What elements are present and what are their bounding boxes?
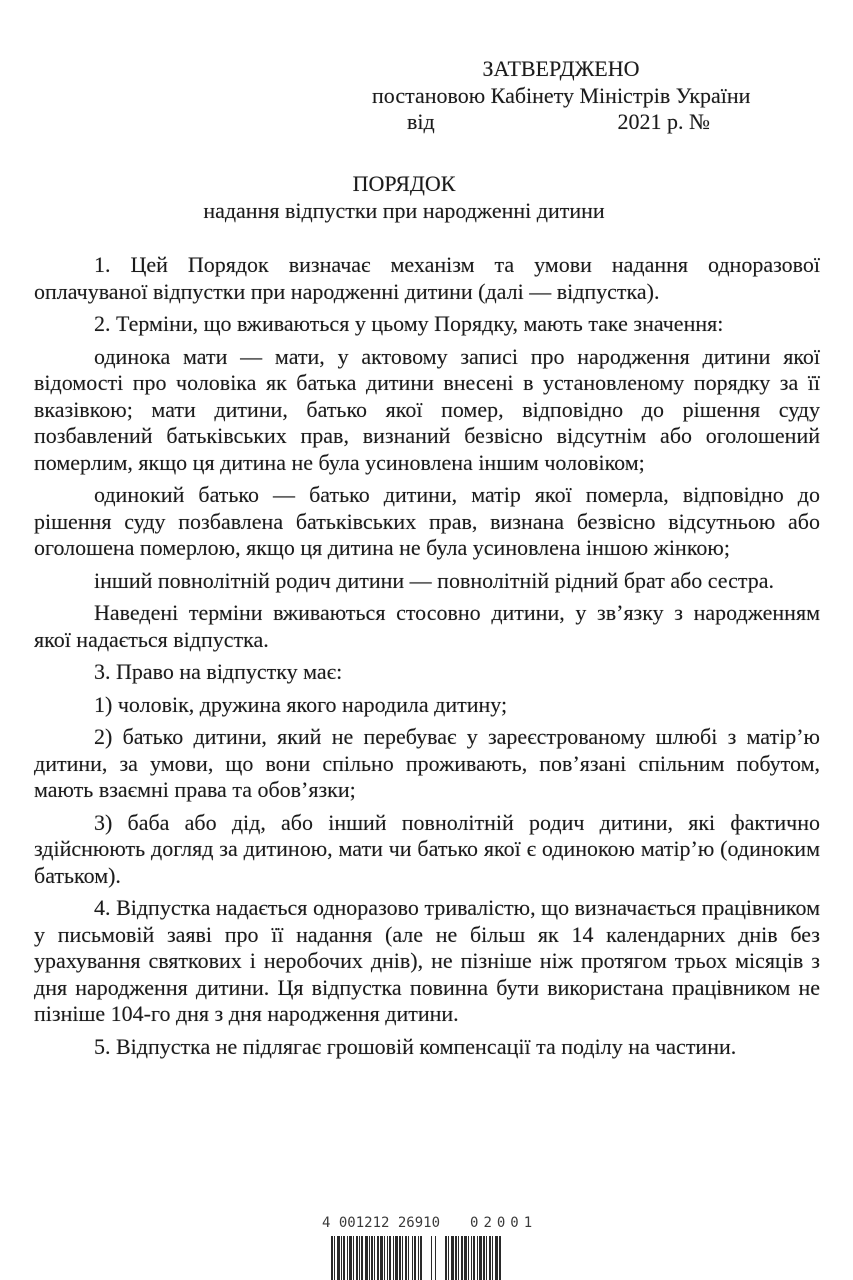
approval-year-number: 2021 р. №	[617, 109, 710, 134]
paragraph: 3) баба або дід, або інший повнолітній родич дитини, які фактично здійснюють догляд за дитиною, мати чи батько якої є одинокою матір’ю (одиноким батьком).	[34, 809, 820, 888]
paragraph: 4. Відпустка надається одноразово тривалістю, що визначається працівником у письмовій заяві про її надання (але не більш як 14 календарних днів без урахування святкових і неробочих днів), не пізніше ніж протягом трьох місяців з дня народження дитини. Ця відпустка повинна бути використана працівником не пізніше 104-го дня з дня народження дитини.	[34, 895, 820, 1026]
paragraph: 1. Цей Порядок визначає механізм та умови надання одноразової оплачуваної відпустки при народженні дитини (далі — відпустка).	[34, 252, 820, 304]
paragraph: 2. Терміни, що вживаються у цьому Порядку, мають таке значення:	[94, 311, 724, 336]
barcode-bar-group	[331, 1236, 422, 1280]
document-title: ПОРЯДОК	[352, 171, 456, 196]
barcode-bar-group	[431, 1236, 436, 1280]
barcode-digits-left: 4 001212 26910	[322, 1215, 441, 1231]
approval-stamp-label: ЗАТВЕРДЖЕНО	[482, 56, 640, 81]
approval-date-line	[372, 109, 750, 136]
approval-authority: постановою Кабінету Міністрів України	[372, 82, 751, 108]
paragraph: 3. Право на відпустку має:	[94, 659, 343, 684]
barcode-bar-group	[445, 1236, 501, 1280]
document-subtitle: надання відпустки при народженні дитини	[203, 197, 605, 223]
paragraph: одинока мати — мати, у актовому записі про народження дитини якої відомості про чоловіка як батька дитини внесені в установленому порядку за її вказівкою; мати дитини, батько якої помер, відповідно до рішення суду позбавлений батьківських прав, визнаний безвісно відсутнім або оголошений померлим, якщо ця дитина не була усиновлена іншим чоловіком;	[34, 343, 820, 475]
barcode-digits-right: 02001	[470, 1215, 538, 1231]
approval-date-from-label: від	[407, 109, 435, 134]
paragraph: одинокий батько — батько дитини, матір якої померла, відповідно до рішення суду позбавлена батьківських прав, визнана безвісно відсутньою або оголошена померлою, якщо ця дитина не була усиновлена іншою жінкою;	[34, 482, 820, 560]
document-title-block	[0, 171, 808, 224]
paragraph: 1) чоловік, дружина якого народила дитину;	[94, 691, 508, 717]
approval-block	[372, 56, 750, 136]
paragraph: 2) батько дитини, який не перебуває у зареєстрованому шлюбі з матір’ю дитини, за умови, що вони спільно проживають, пов’язані спільним побутом, мають взаємні права та обов’язки;	[34, 724, 820, 802]
paragraph: інший повнолітній родич дитини — повнолітній рідний брат або сестра.	[94, 567, 775, 593]
paragraph: Наведені терміни вживаються стосовно дитини, у зв’язку з народженням якої надається відпустка.	[34, 600, 820, 652]
barcode-icon	[331, 1236, 501, 1280]
paragraph: 5. Відпустка не підлягає грошовій компенсації та поділу на частини.	[94, 1033, 737, 1059]
document-body	[34, 252, 820, 1066]
barcode-digits	[322, 1215, 537, 1231]
